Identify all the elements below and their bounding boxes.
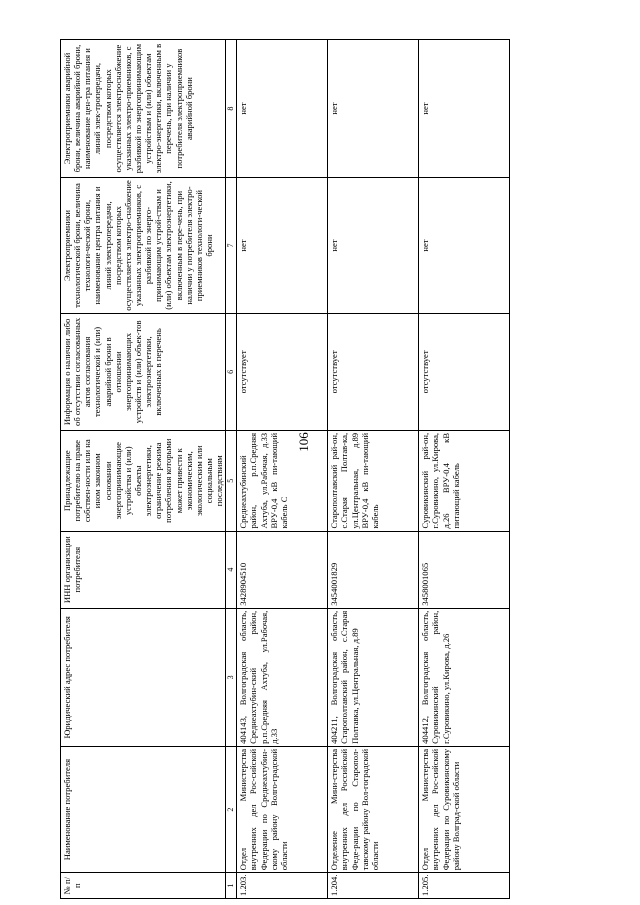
tech-reserve-value: нет <box>237 178 328 314</box>
header-inn: ИНН организации потребителя <box>61 531 226 608</box>
inn-value: 3428904510 <box>237 531 328 608</box>
table-row <box>419 40 510 899</box>
row-number: 1.203. <box>237 873 328 899</box>
inn-value: 3454001829 <box>328 531 419 608</box>
row-number: 1.204. <box>328 873 419 899</box>
column-number: 6 <box>226 313 237 430</box>
column-number-row <box>226 40 237 899</box>
tech-reserve-value: нет <box>419 178 510 314</box>
header-address: Юридический адрес потребителя <box>61 608 226 746</box>
inn-value: 3458001065 <box>419 531 510 608</box>
emergency-reserve-value: нет <box>237 40 328 178</box>
acts-status: отсутствует <box>328 313 419 430</box>
column-number: 4 <box>226 531 237 608</box>
header-row <box>61 40 226 899</box>
header-tech-reserve: Электроприемники технологической брони, величина технологи-ческой брони, наименование центра питания и линий электропередачи, посредством которых осуществляется электро-снабжение указанных электроприемников, с разбивкой по энерго-принимающим устрой-ствам и (или) объектам электроэнергетики, включенным в пере-чень, при наличии у потребителя электро-приемников технологи-ческой брони <box>61 178 226 314</box>
equipment-description: Суровикинский рай-он, г.Суровикино, ул.Кирова, д.26 ВРУ-0,4 кВ питающий кабель <box>419 430 510 531</box>
column-number: 2 <box>226 746 237 872</box>
equipment-description: Среднеахтубинский район, р.п.Средняя Ахтуба, ул.Рабочая, д.33 ВРУ-0,4 кВ пи-тающий кабель С <box>237 430 328 531</box>
header-name: Наименование потребителя <box>61 746 226 872</box>
emergency-reserve-value: нет <box>328 40 419 178</box>
column-number: 8 <box>226 40 237 178</box>
consumer-name: Отделение Мини-стерства внутренних дел Российской Феде-рации по Старопол-тавскому району Вол-гоградской области <box>328 746 419 872</box>
row-number: 1.205. <box>419 873 510 899</box>
header-equipment: Принадлежащие потребителю на праве собствен-ности или на ином законном основании энергопринимающие устройства и (или) объекты электроэнергетики, ограничение режима потребления которыми может привести к экономическим, экологическим или социальным последствиям <box>61 430 226 531</box>
column-number: 5 <box>226 430 237 531</box>
equipment-description: Старополтавский рай-он, с.Старая Полтав-ка, ул.Центральная, д.89 ВРУ-0,4 кВ пи-тающий кабель <box>328 430 419 531</box>
header-emergency-reserve: Электроприемники аварийной брони, величина аварийной брони, наименование цен-тра питания и линий элек-тропередачи, посредством которых осуществляется электроснабжение указанных электро-приемников, с разбивкой по энергопринимающим устройствам и (или) объектам электро-энергетики, включенным в перечень, при наличии у потребителя электроприемников аварийной брони <box>61 40 226 178</box>
legal-address: 404143, Волгоградская область, Среднеахтубин-ский район, р.п.Средняя Ахтуба, ул.Рабочая, д.33 <box>237 608 328 746</box>
legal-address: 404412, Волгоградская область, Суровикинский район, г.Суровикино, ул.Кирова, д.26 <box>419 608 510 746</box>
legal-address: 404211, Волгоградская область, Старополтавский район, с.Старая Полтавка, ул.Центральная, д.89 <box>328 608 419 746</box>
header-num: № п/п <box>61 873 226 899</box>
consumer-name: Отдел Министерства внутренних дел Рос-сийской Федерации по Суровикинскому району Волград-ской области <box>419 746 510 872</box>
consumer-table <box>60 39 510 899</box>
column-number: 7 <box>226 178 237 314</box>
table-row <box>328 40 419 899</box>
header-acts: Информация о наличии либо об отсутствии согласованных актов согласования технологической и (или) аварийной брони в отношении энергопринимающих устройств и (или) объек-тов электроэнергетики, включенных в перечень <box>61 313 226 430</box>
consumer-name: Отдел Министерства внутренних дел Рос-сийской Федерации по Среднеахтубин-скому району Волго-градской области <box>237 746 328 872</box>
rotated-table-container <box>60 39 461 899</box>
column-number: 3 <box>226 608 237 746</box>
table-row <box>237 40 328 899</box>
page-number: 106 <box>295 432 311 452</box>
tech-reserve-value: нет <box>328 178 419 314</box>
emergency-reserve-value: нет <box>419 40 510 178</box>
acts-status: отсутствует <box>237 313 328 430</box>
acts-status: отсутствует <box>419 313 510 430</box>
column-number: 1 <box>226 873 237 899</box>
